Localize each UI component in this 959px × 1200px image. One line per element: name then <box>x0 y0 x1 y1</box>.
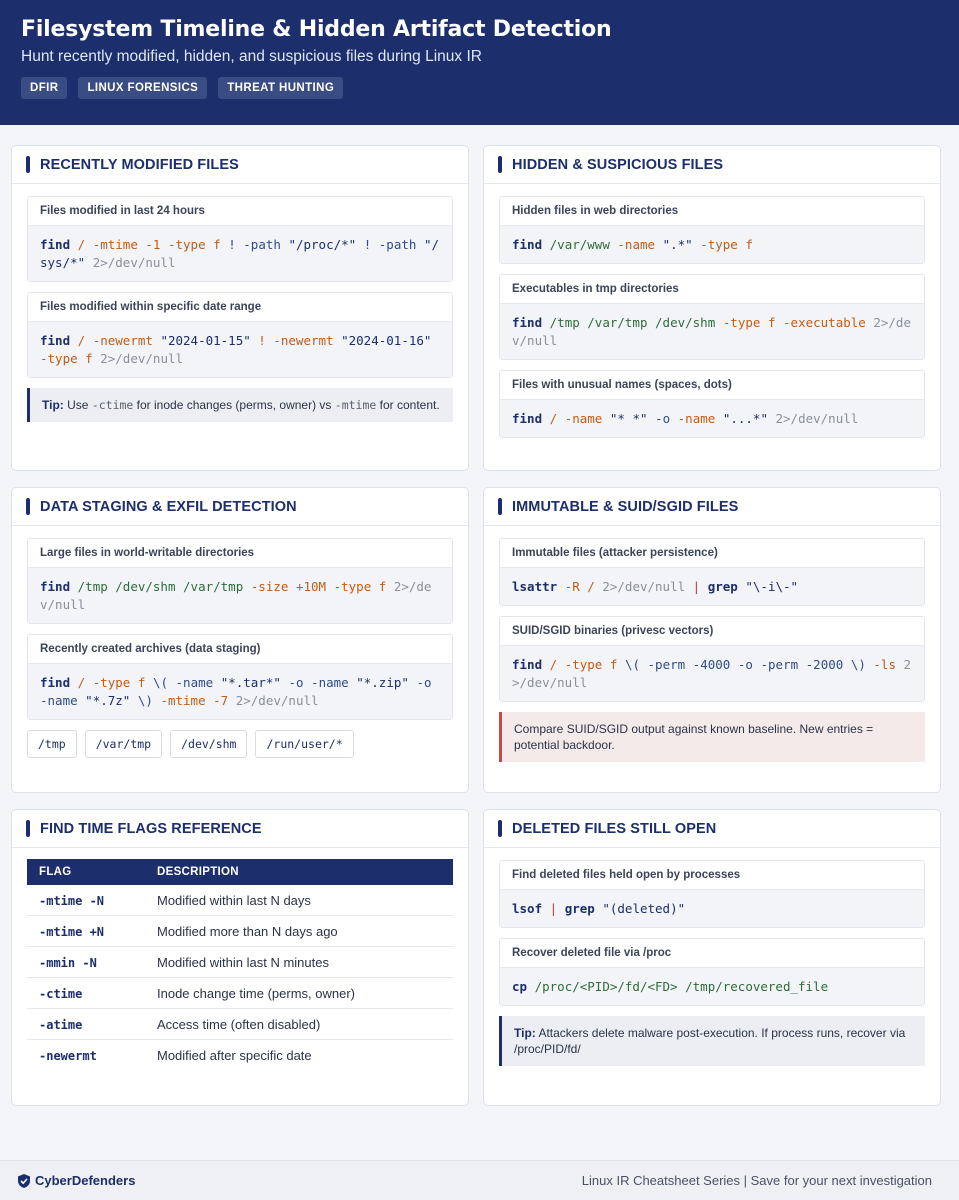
command-title: Executables in tmp directories <box>500 275 924 304</box>
command-block <box>499 274 925 360</box>
description-cell: Inode change time (perms, owner) <box>145 978 453 1009</box>
description-cell: Modified within last N days <box>145 885 453 916</box>
page-subtitle: Hunt recently modified, hidden, and suspicious files during Linux IR <box>21 48 482 65</box>
accent-bar <box>26 498 30 515</box>
page-footer <box>0 1160 959 1200</box>
card-header <box>484 146 940 184</box>
command-code[interactable]: find / -newermt "2024-01-15" ! -newermt "2024-01-16" -type f 2>/dev/null <box>28 322 452 377</box>
tag-dfir: DFIR <box>21 77 67 99</box>
accent-bar <box>498 498 502 515</box>
flag-cell: -ctime <box>27 978 145 1009</box>
command-block <box>499 370 925 438</box>
command-code[interactable]: find / -type f \( -perm -4000 -o -perm -2000 \) -ls 2>/dev/null <box>500 646 924 701</box>
table-row <box>27 885 453 916</box>
command-title: Files with unusual names (spaces, dots) <box>500 371 924 400</box>
command-title: Recover deleted file via /proc <box>500 939 924 968</box>
card-title: DATA STAGING & EXFIL DETECTION <box>40 498 297 515</box>
command-block <box>27 196 453 282</box>
path-chip[interactable]: /tmp <box>27 730 77 758</box>
description-cell: Access time (often disabled) <box>145 1009 453 1040</box>
path-chip[interactable]: /dev/shm <box>170 730 247 758</box>
flag-cell: -atime <box>27 1009 145 1040</box>
flag-cell: -mtime -N <box>27 885 145 916</box>
command-code[interactable]: cp /proc/<PID>/fd/<FD> /tmp/recovered_file <box>500 968 924 1005</box>
accent-bar <box>26 156 30 173</box>
command-block <box>499 538 925 606</box>
table-row <box>27 978 453 1009</box>
column-header-flag: FLAG <box>39 866 72 878</box>
column-header-description: DESCRIPTION <box>157 866 239 878</box>
flag-cell: -mmin -N <box>27 947 145 978</box>
command-code[interactable]: find /tmp /dev/shm /var/tmp -size +10M -type f 2>/dev/null <box>28 568 452 623</box>
tag-threat-hunting: THREAT HUNTING <box>218 77 343 99</box>
path-chip[interactable]: /var/tmp <box>85 730 162 758</box>
command-code[interactable]: lsof | grep "(deleted)" <box>500 890 924 927</box>
page-title: Filesystem Timeline & Hidden Artifact Detection <box>21 17 612 42</box>
tip-code: -mtime <box>334 398 377 412</box>
command-block <box>27 292 453 378</box>
description-cell: Modified within last N minutes <box>145 947 453 978</box>
flag-cell: -mtime +N <box>27 916 145 947</box>
card-title: DELETED FILES STILL OPEN <box>512 820 717 837</box>
command-block <box>27 634 453 720</box>
path-chip[interactable]: /run/user/* <box>255 730 353 758</box>
accent-bar <box>498 156 502 173</box>
command-block <box>27 538 453 624</box>
table-row <box>27 1040 453 1071</box>
description-cell: Modified after specific date <box>157 1048 312 1063</box>
brand-name: CyberDefenders <box>35 1173 136 1188</box>
description-cell: Modified more than N days ago <box>145 916 453 947</box>
card-deleted-files <box>483 809 941 1106</box>
card-title: HIDDEN & SUSPICIOUS FILES <box>512 156 724 173</box>
command-title: Recently created archives (data staging) <box>28 635 452 664</box>
command-title: Find deleted files held open by processes <box>500 861 924 890</box>
tag-list <box>21 77 938 99</box>
command-code[interactable]: find / -mtime -1 -type f ! -path "/proc/*" ! -path "/sys/*" 2>/dev/null <box>28 226 452 281</box>
shield-icon <box>16 1173 32 1189</box>
flag-cell: -newermt <box>39 1048 97 1063</box>
command-code[interactable]: find / -type f \( -name "*.tar*" -o -name "*.zip" -o -name "*.7z" \) -mtime -7 2>/dev/null <box>28 664 452 719</box>
tip-box: Tip: Use -ctime for inode changes (perms, owner) vs -mtime for content. <box>27 388 453 422</box>
card-hidden-suspicious <box>483 145 941 471</box>
card-header <box>12 146 468 184</box>
command-block <box>499 196 925 264</box>
tip-box: Tip: Attackers delete malware post-execution. If process runs, recover via /proc/PID/fd/ <box>499 1016 925 1066</box>
path-chip-list <box>27 730 453 758</box>
card-immutable-suid <box>483 487 941 793</box>
card-title: RECENTLY MODIFIED FILES <box>40 156 239 173</box>
table-row <box>27 947 453 978</box>
card-data-staging <box>11 487 469 793</box>
command-code[interactable]: find / -name "* *" -o -name "...*" 2>/dev/null <box>500 400 924 437</box>
command-title: Files modified within specific date range <box>28 293 452 322</box>
command-title: SUID/SGID binaries (privesc vectors) <box>500 617 924 646</box>
command-code[interactable]: find /var/www -name ".*" -type f <box>500 226 924 263</box>
command-code[interactable]: lsattr -R / 2>/dev/null | grep "\-i\-" <box>500 568 924 605</box>
card-title: FIND TIME FLAGS REFERENCE <box>40 820 262 837</box>
page-header <box>0 0 959 125</box>
tip-label: Tip: <box>42 398 64 412</box>
card-header <box>484 488 940 526</box>
command-block <box>499 938 925 1006</box>
command-block <box>499 616 925 702</box>
table-row <box>27 916 453 947</box>
command-title: Immutable files (attacker persistence) <box>500 539 924 568</box>
command-title: Files modified in last 24 hours <box>28 197 452 226</box>
footer-tagline: Linux IR Cheatsheet Series | Save for your next investigation <box>581 1173 932 1188</box>
command-title: Large files in world-writable directories <box>28 539 452 568</box>
card-header <box>484 810 940 848</box>
command-title: Hidden files in web directories <box>500 197 924 226</box>
card-recently-modified <box>11 145 469 471</box>
accent-bar <box>498 820 502 837</box>
table-header-row <box>27 859 453 885</box>
card-header <box>12 810 468 848</box>
table-row <box>27 1009 453 1040</box>
flags-table <box>27 859 453 1070</box>
brand-logo[interactable] <box>16 1173 135 1189</box>
tip-code: -ctime <box>91 398 134 412</box>
command-code[interactable]: find /tmp /var/tmp /dev/shm -type f -executable 2>/dev/null <box>500 304 924 359</box>
tag-linux-forensics: LINUX FORENSICS <box>78 77 207 99</box>
tip-label: Tip: <box>514 1026 536 1040</box>
accent-bar <box>26 820 30 837</box>
card-time-flags <box>11 809 469 1106</box>
warning-box: Compare SUID/SGID output against known baseline. New entries = potential backdoor. <box>499 712 925 762</box>
card-header <box>12 488 468 526</box>
command-block <box>499 860 925 928</box>
card-title: IMMUTABLE & SUID/SGID FILES <box>512 498 739 515</box>
